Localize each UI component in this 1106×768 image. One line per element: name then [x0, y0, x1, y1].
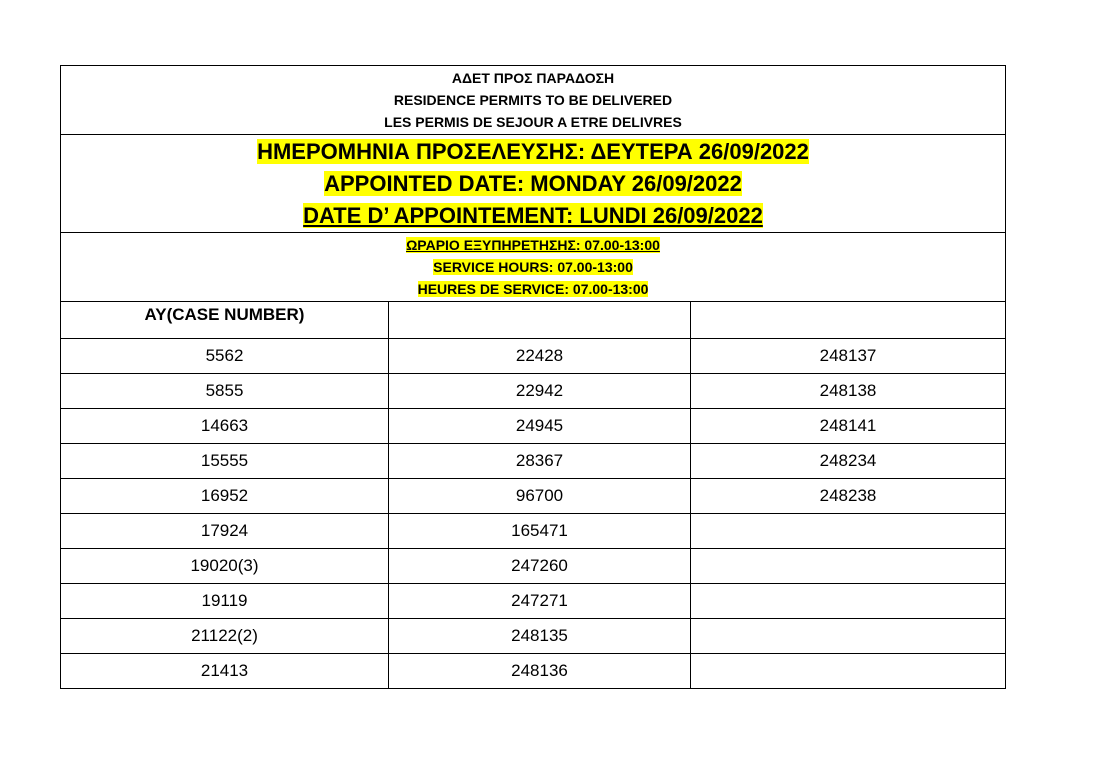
table-row — [61, 584, 1006, 619]
hours-greek: ΩΡΑΡΙΟ ΕΞΥΠΗΡΕΤΗΣΗΣ: 07.00-13:00 — [406, 237, 660, 253]
title-cell — [61, 66, 1006, 135]
case-number-cell — [691, 619, 1006, 654]
case-number-cell: 5855 — [61, 374, 389, 409]
case-number-cell — [691, 549, 1006, 584]
case-number-cell — [691, 654, 1006, 689]
case-number-cell: 19119 — [61, 584, 389, 619]
table-row — [61, 339, 1006, 374]
title-french: LES PERMIS DE SEJOUR A ETRE DELIVRES — [384, 114, 682, 130]
delivery-table — [60, 65, 1006, 689]
delivery-table-body — [61, 66, 1006, 689]
case-number-cell: 248135 — [389, 619, 691, 654]
hours-row — [61, 233, 1006, 302]
case-number-cell: 28367 — [389, 444, 691, 479]
hours-cell — [61, 233, 1006, 302]
hours-english: SERVICE HOURS: 07.00-13:00 — [433, 259, 633, 275]
case-number-cell: 14663 — [61, 409, 389, 444]
hours-french: HEURES DE SERVICE: 07.00-13:00 — [417, 281, 649, 297]
title-row — [61, 66, 1006, 135]
case-number-cell: 21122(2) — [61, 619, 389, 654]
case-number-cell — [691, 514, 1006, 549]
case-number-cell: 24945 — [389, 409, 691, 444]
case-number-cell: 22942 — [389, 374, 691, 409]
table-row — [61, 619, 1006, 654]
case-number-cell: 5562 — [61, 339, 389, 374]
case-number-cell: 22428 — [389, 339, 691, 374]
case-number-cell: 17924 — [61, 514, 389, 549]
date-english: APPOINTED DATE: MONDAY 26/09/2022 — [324, 170, 742, 196]
table-row — [61, 479, 1006, 514]
case-number-cell: 15555 — [61, 444, 389, 479]
case-number-cell: 248234 — [691, 444, 1006, 479]
case-number-cell: 248138 — [691, 374, 1006, 409]
case-number-cell: 165471 — [389, 514, 691, 549]
table-row — [61, 409, 1006, 444]
date-french: DATE D’ APPOINTEMENT: LUNDI 26/09/2022 — [303, 202, 763, 228]
case-number-cell: 16952 — [61, 479, 389, 514]
date-greek: ΗΜΕΡΟΜΗΝΙΑ ΠΡΟΣΕΛΕΥΣΗΣ: ΔΕΥΤΕΡΑ 26/09/2022 — [257, 138, 809, 164]
table-row — [61, 654, 1006, 689]
case-number-cell: 247271 — [389, 584, 691, 619]
column-header-2 — [389, 302, 691, 339]
case-number-cell: 21413 — [61, 654, 389, 689]
case-number-cell: 248136 — [389, 654, 691, 689]
case-number-cell: 247260 — [389, 549, 691, 584]
title-english: RESIDENCE PERMITS TO BE DELIVERED — [393, 92, 673, 108]
case-number-cell: 96700 — [389, 479, 691, 514]
table-row — [61, 549, 1006, 584]
date-cell — [61, 135, 1006, 233]
column-header-case-number: AY(CASE NUMBER) — [61, 302, 389, 339]
case-number-cell — [691, 584, 1006, 619]
case-number-cell: 248141 — [691, 409, 1006, 444]
title-greek: ΑΔΕΤ ΠΡΟΣ ΠΑΡΑΔΟΣΗ — [451, 70, 615, 86]
date-row — [61, 135, 1006, 233]
case-number-cell: 248137 — [691, 339, 1006, 374]
case-number-cell: 248238 — [691, 479, 1006, 514]
column-header-3 — [691, 302, 1006, 339]
table-row — [61, 444, 1006, 479]
column-header-row — [61, 302, 1006, 339]
case-number-cell: 19020(3) — [61, 549, 389, 584]
table-row — [61, 514, 1006, 549]
table-row — [61, 374, 1006, 409]
